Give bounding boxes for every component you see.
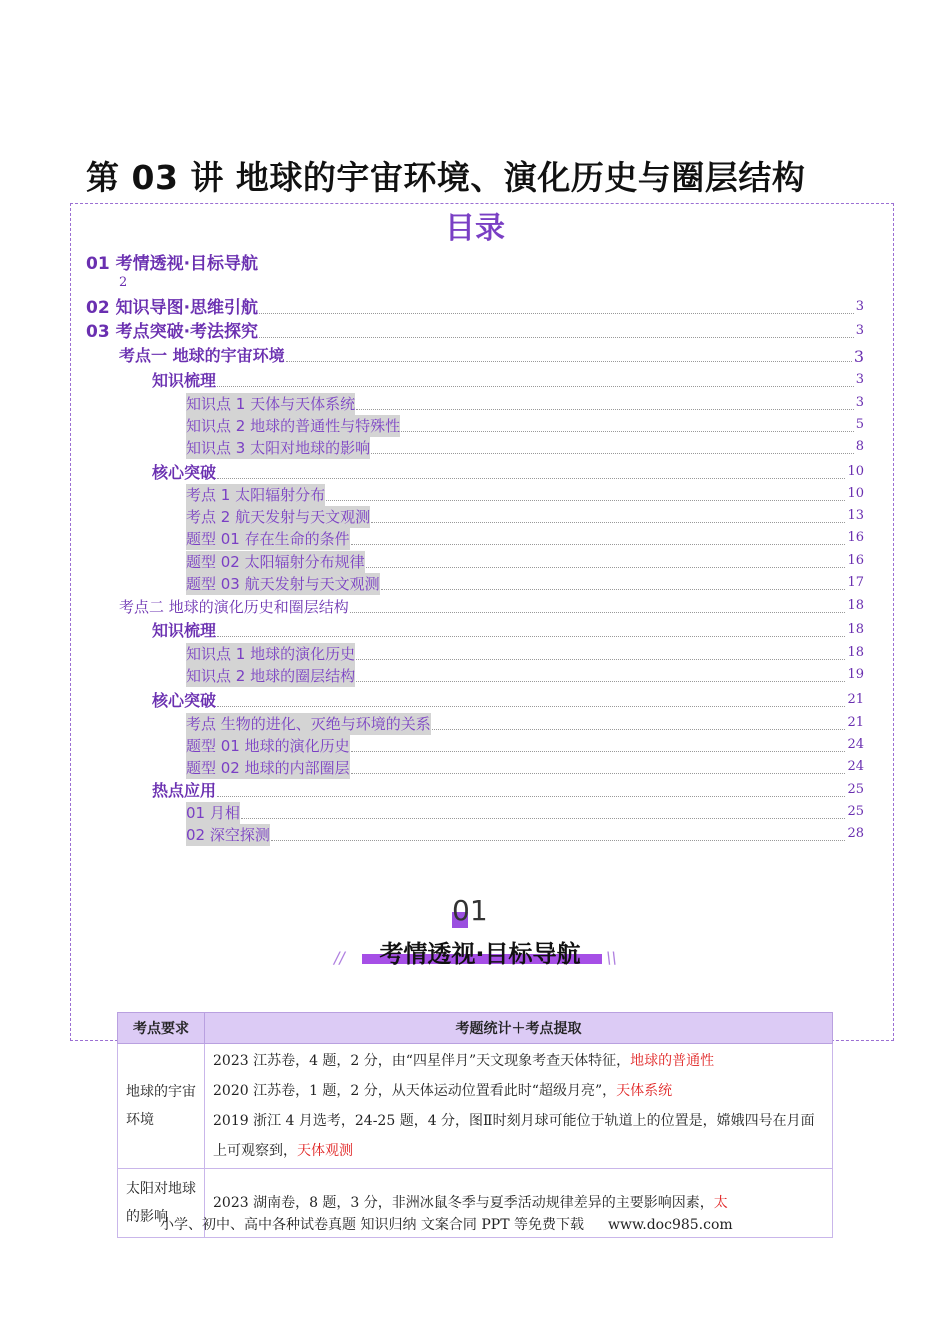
toc-leader-dots xyxy=(351,544,845,545)
toc-leader-dots xyxy=(326,500,845,501)
requirement-item-highlight: 太 xyxy=(713,1195,728,1211)
footer-url: www.doc985.com xyxy=(607,1217,733,1233)
requirement-item xyxy=(213,1106,824,1166)
table-row xyxy=(118,1044,833,1169)
toc-leader-dots xyxy=(432,729,845,730)
toc-entry[interactable] xyxy=(0,253,950,275)
toc-entry-label: 考点一 地球的宇宙环境 xyxy=(119,346,285,365)
requirement-item-highlight: 天体系统 xyxy=(616,1083,673,1099)
toc-entry[interactable] xyxy=(0,713,950,735)
toc-entry-label: 知识梳理 xyxy=(152,371,217,390)
toc-entry-page: 25 xyxy=(847,804,864,819)
toc-entry-page: 3 xyxy=(855,299,864,314)
table-header-statistics: 考题统计＋考点提取 xyxy=(205,1013,833,1044)
requirement-item-highlight: 地球的普通性 xyxy=(630,1053,715,1069)
toc-entry[interactable] xyxy=(0,345,950,367)
toc-entry-label: 01 月相 xyxy=(186,804,240,822)
toc-entry[interactable] xyxy=(0,462,950,484)
toc-entry[interactable] xyxy=(0,551,950,573)
toc-entry-page: 28 xyxy=(847,826,864,841)
toc-leader-dots xyxy=(366,567,845,568)
toc-leader-dots xyxy=(401,431,854,432)
toc-entry-page: 24 xyxy=(847,737,864,752)
toc-entry-page: 8 xyxy=(855,439,864,454)
toc-entry-page: 3 xyxy=(855,395,864,410)
toc-entry-page: 19 xyxy=(847,667,864,682)
toc-leader-dots xyxy=(217,706,845,707)
toc-leader-dots xyxy=(286,361,852,362)
toc-heading: 目录 xyxy=(445,211,505,246)
toc-leader-dots xyxy=(381,589,845,590)
toc-leader-dots xyxy=(371,453,854,454)
toc-entry-page: 25 xyxy=(847,782,864,797)
toc-leader-dots xyxy=(351,773,845,774)
requirement-category: 太阳对地球的影响 xyxy=(118,1169,205,1238)
toc-entry-label: 知识点 2 地球的圈层结构 xyxy=(186,667,356,685)
toc-entry[interactable] xyxy=(0,393,950,415)
toc-entry-page: 3 xyxy=(855,372,864,387)
toc-entry-label: 知识点 1 天体与天体系统 xyxy=(186,395,356,413)
toc-entry-page: 18 xyxy=(847,622,864,637)
toc-entry-page: 10 xyxy=(847,464,864,479)
requirement-category: 地球的宇宙环境 xyxy=(118,1044,205,1169)
requirement-item-text: 2019 浙江 4 月选考，24-25 题，4 分，图Ⅱ时刻月球可能位于轨道上的位置是，嫦娥四号在月面上可观察到， xyxy=(213,1113,815,1159)
toc-entry[interactable] xyxy=(0,824,950,846)
toc-entry[interactable] xyxy=(0,690,950,712)
requirement-item xyxy=(213,1076,824,1106)
toc-entry-label: 题型 02 地球的内部圈层 xyxy=(186,759,350,777)
toc-entry-label: 知识点 3 太阳对地球的影响 xyxy=(186,439,371,457)
toc-entry-label: 考点二 地球的演化历史和圈层结构 xyxy=(119,598,349,616)
toc-entry[interactable] xyxy=(0,596,950,618)
toc-leader-dots xyxy=(271,840,845,841)
requirement-item-text: 2020 江苏卷，1 题，2 分，从天体运动位置看此时“超级月亮”， xyxy=(213,1083,617,1099)
toc-entry-page: 18 xyxy=(847,598,864,613)
toc-entry-page: 18 xyxy=(847,645,864,660)
requirement-item-text: 2023 湖南卷，8 题，3 分，非洲冰鼠冬季与夏季活动规律差异的主要影响因素， xyxy=(213,1195,714,1211)
toc-leader-dots xyxy=(356,681,845,682)
section-slash-left: // xyxy=(334,948,345,967)
toc-entry-label: 02 知识导图·思维引航 xyxy=(86,298,259,318)
toc-entry[interactable] xyxy=(0,484,950,506)
toc-entry[interactable] xyxy=(0,665,950,687)
toc-entry[interactable] xyxy=(0,528,950,550)
toc-entry[interactable] xyxy=(0,643,950,665)
toc-leader-dots xyxy=(259,313,854,314)
toc-entry[interactable] xyxy=(0,437,950,459)
toc-leader-dots xyxy=(356,409,854,410)
document-title: 第 03 讲 地球的宇宙环境、演化历史与圈层结构 xyxy=(86,158,806,197)
toc-entry-label: 03 考点突破·考法探究 xyxy=(86,322,259,342)
section-slash-right: \\ xyxy=(606,948,617,967)
requirement-item-highlight: 天体观测 xyxy=(297,1143,353,1159)
toc-entry-page: 10 xyxy=(847,486,864,501)
toc-entry-page: 3 xyxy=(853,347,864,366)
toc-entry-label: 热点应用 xyxy=(152,781,217,800)
requirement-items xyxy=(205,1044,833,1169)
toc-entry-label: 题型 01 存在生命的条件 xyxy=(186,530,350,548)
toc-leader-dots xyxy=(356,659,845,660)
toc-leader-dots xyxy=(259,337,854,338)
toc-leader-dots xyxy=(350,612,845,613)
section-title: 考情透视·目标导航 xyxy=(379,940,581,968)
toc-leader-dots xyxy=(371,522,845,523)
section-number: 01 xyxy=(452,894,488,927)
toc-entry[interactable] xyxy=(0,370,950,392)
toc-entry-label: 01 考情透视·目标导航 xyxy=(86,254,259,274)
toc-entry[interactable] xyxy=(0,620,950,642)
requirement-item-text: 2023 江苏卷，4 题，2 分，由“四星伴月”天文现象考查天体特征， xyxy=(213,1053,631,1069)
toc-entry[interactable] xyxy=(0,802,950,824)
requirement-item xyxy=(213,1046,824,1076)
toc-entry[interactable] xyxy=(0,735,950,757)
toc-entry-label: 题型 03 航天发射与天文观测 xyxy=(186,575,380,593)
toc-entry-label: 题型 02 太阳辐射分布规律 xyxy=(186,553,365,571)
toc-entry-label: 考点 1 太阳辐射分布 xyxy=(186,486,326,504)
toc-entry-page: 21 xyxy=(847,692,864,707)
toc-entry[interactable] xyxy=(0,297,950,319)
toc-leader-dots xyxy=(217,796,845,797)
toc-entry[interactable] xyxy=(0,573,950,595)
toc-entry[interactable] xyxy=(0,321,950,343)
table-header-requirement: 考点要求 xyxy=(118,1013,205,1044)
toc-entry-page: 21 xyxy=(847,715,864,730)
toc-entry[interactable] xyxy=(0,757,950,779)
toc-orphan-page-number: 2 xyxy=(119,275,128,290)
toc-entry-label: 知识点 1 地球的演化历史 xyxy=(186,645,356,663)
toc-entry-label: 考点 2 航天发射与天文观测 xyxy=(186,508,371,526)
toc-entry[interactable] xyxy=(0,780,950,802)
toc-entry-label: 考点 生物的进化、灭绝与环境的关系 xyxy=(186,715,431,733)
toc-entry-label: 核心突破 xyxy=(152,463,217,482)
toc-entry-page: 3 xyxy=(855,323,864,338)
toc-entry-label: 知识点 2 地球的普通性与特殊性 xyxy=(186,417,401,435)
toc-leader-dots xyxy=(217,478,845,479)
toc-entry-label: 题型 01 地球的演化历史 xyxy=(186,737,350,755)
toc-entry-label: 02 深空探测 xyxy=(186,826,270,844)
toc-entry-page: 17 xyxy=(847,575,864,590)
toc-entry-page: 13 xyxy=(847,508,864,523)
toc-entry-label: 核心突破 xyxy=(152,691,217,710)
toc-leader-dots xyxy=(351,751,845,752)
exam-requirements-table xyxy=(117,1012,833,1238)
toc-entry-page: 16 xyxy=(847,553,864,568)
toc-entry-label: 知识梳理 xyxy=(152,621,217,640)
toc-entry[interactable] xyxy=(0,506,950,528)
footer xyxy=(160,1214,733,1234)
toc-leader-dots xyxy=(217,636,845,637)
toc-entry-page: 5 xyxy=(855,417,864,432)
toc-entry-page: 24 xyxy=(847,759,864,774)
toc-entry-page: 16 xyxy=(847,530,864,545)
footer-text: 小学、初中、高中各种试卷真题 知识归纳 文案合同 PPT 等免费下载 xyxy=(160,1217,584,1233)
toc-leader-dots xyxy=(241,818,845,819)
toc-leader-dots xyxy=(217,386,854,387)
toc-entry[interactable] xyxy=(0,415,950,437)
